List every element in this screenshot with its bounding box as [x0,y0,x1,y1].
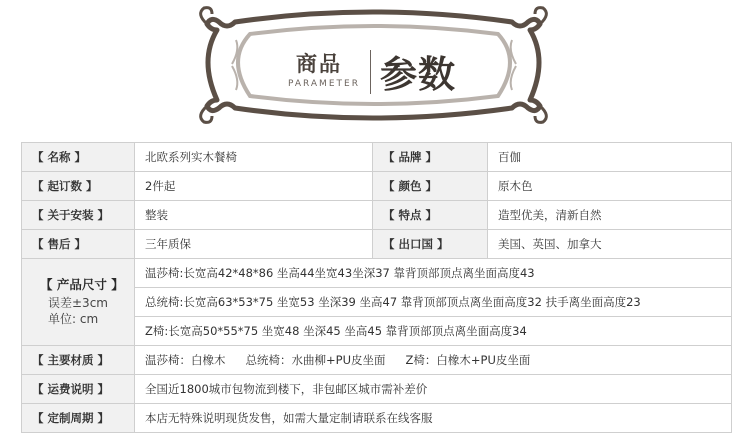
name-label: 【 名称 】 [22,143,135,172]
parameter-header [0,0,750,140]
table-row [22,143,732,172]
table-row [22,375,732,404]
table-row [22,404,732,433]
aftersale-value: 三年质保 [135,230,373,259]
table-row [22,346,732,375]
color-value: 原木色 [488,172,732,201]
export-label: 【 出口国 】 [373,230,488,259]
title-big: 参数 [380,52,456,96]
brand-label: 【 品牌 】 [373,143,488,172]
size-label-cell [22,259,135,346]
size-line-z-chair: Z椅:长宽高50*55*75 坐宽48 坐深45 坐高45 靠背顶部顶点离坐面高度34 [135,317,732,346]
shipping-value: 全国近1800城市包物流到楼下，非包邮区城市需补差价 [135,375,732,404]
custom-value: 本店无特殊说明现货发售，如需大量定制请联系在线客服 [135,404,732,433]
table-row [22,259,732,288]
brand-value: 百伽 [488,143,732,172]
color-label: 【 颜色 】 [373,172,488,201]
size-tolerance: 误差±3cm [48,296,108,311]
table-row [22,172,732,201]
shipping-label: 【 运费说明 】 [22,375,135,404]
install-value: 整装 [135,201,373,230]
name-value: 北欧系列实木餐椅 [135,143,373,172]
material-president: 总统椅：水曲柳+PU皮坐面 [245,353,386,367]
size-label: 【 产品尺寸 】 [40,276,124,292]
moq-value: 2件起 [135,172,373,201]
header-title [288,46,488,106]
material-value [135,346,732,375]
custom-label: 【 定制周期 】 [22,404,135,433]
size-line-president: 总统椅:长宽高63*53*75 坐宽53 坐深39 坐高47 靠背顶部顶点离坐面高度32 扶手离坐面高度23 [135,288,732,317]
table-row [22,201,732,230]
material-z-chair: Z椅：白橡木+PU皮坐面 [405,353,531,367]
export-value: 美国、英国、加拿大 [488,230,732,259]
material-label: 【 主要材质 】 [22,346,135,375]
parameter-table [21,142,732,433]
table-row [22,230,732,259]
title-english: PARAMETER [288,79,360,89]
size-unit: 单位: cm [48,311,99,326]
size-line-windsor: 温莎椅:长宽高42*48*86 坐高44坐宽43坐深37 靠背顶部顶点离坐面高度43 [135,259,732,288]
title-divider [370,50,371,94]
feature-label: 【 特点 】 [373,201,488,230]
material-windsor: 温莎椅：白橡木 [145,353,226,367]
aftersale-label: 【 售后 】 [22,230,135,259]
moq-label: 【 起订数 】 [22,172,135,201]
title-small: 商品 [296,51,342,76]
install-label: 【 关于安装 】 [22,201,135,230]
feature-value: 造型优美，清新自然 [488,201,732,230]
